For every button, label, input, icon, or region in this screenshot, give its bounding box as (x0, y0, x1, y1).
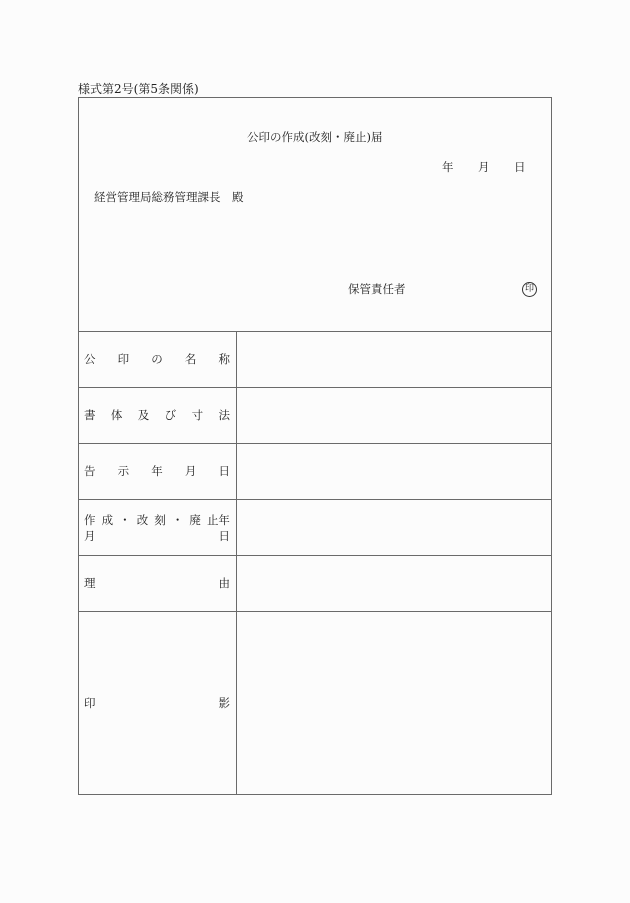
seal-icon: 印 (522, 280, 537, 297)
row-label-typeface-size: 書 体 及 び 寸 法 (84, 408, 230, 422)
form-number: 様式第2号(第5条関係) (78, 82, 199, 96)
date-month: 月 (478, 160, 490, 174)
typeface-size-field[interactable] (237, 388, 551, 443)
action-date-field[interactable] (237, 500, 551, 555)
seal-impression-area[interactable] (237, 612, 551, 794)
addressee: 経営管理局総務管理課長 殿 (94, 190, 244, 204)
date-year: 年 (442, 160, 454, 174)
seal-name-field[interactable] (237, 332, 551, 387)
row-label-action-date: 作 成 ・ 改 刻 ・ 廃 止年 月 日 (84, 513, 230, 543)
row-label-seal-name: 公 印 の 名 称 (84, 352, 230, 366)
custodian-label: 保管責任者 (348, 282, 406, 296)
row-label-notice-date: 告 示 年 月 日 (84, 464, 230, 478)
row-label-reason: 理 由 (84, 576, 230, 590)
form-title: 公印の作成(改刻・廃止)届 (247, 130, 383, 144)
row-label-seal-impression: 印 影 (84, 696, 230, 710)
date-day: 日 (514, 160, 526, 174)
notice-date-field[interactable] (237, 444, 551, 499)
reason-field[interactable] (237, 556, 551, 611)
